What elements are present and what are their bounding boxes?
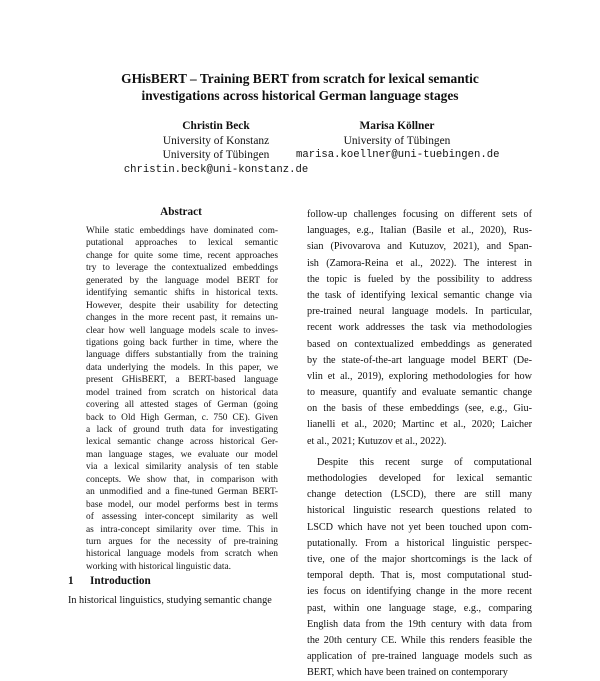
text-line: on the basis of these embeddings (see, e.g., Giu- [307, 403, 532, 415]
text-line: base model, our model performs best in terms [86, 499, 278, 510]
text-line: the task of identifying lexical semantic change via [307, 289, 532, 301]
text-line: lianelli et al., 2020; Martinc et al., 2020; Laicher [307, 419, 532, 431]
text-line: historical linguistic research questions related to [307, 505, 532, 517]
text-line: based on contextualized embeddings as generated [307, 338, 532, 350]
text-line: back to Old High German, c. 750 CE). Given [86, 412, 278, 423]
text-line: et al., 2021; Kutuzov et al., 2022). [307, 435, 447, 447]
text-line: man language stages, we evaluate our model [86, 449, 278, 460]
paragraph [307, 455, 532, 681]
text-line: putationally. From a historical linguistic perspec- [307, 537, 532, 549]
text-line: the topic is fueled by the possibility to address [307, 273, 532, 285]
section-heading [68, 574, 151, 588]
text-line: past, within one language stage, e.g., comparing [307, 602, 532, 614]
text-line: follow-up challenges focusing on different sets of [307, 209, 532, 220]
abstract-body [86, 225, 278, 573]
text-line: lexical semantic change across historical Ger- [86, 437, 278, 448]
text-line: clear how well language models scale to inves- [86, 325, 278, 336]
text-line: tive, one of the major shortcomings is the lack of [307, 553, 532, 565]
text-line: language differs substantially from the training [86, 350, 278, 361]
author-name: Marisa Köllner [359, 120, 435, 132]
text-line: However, despite their usability for detecting [86, 300, 278, 311]
abstract-heading: Abstract [160, 206, 202, 218]
text-line: generated by the language model BERT for [86, 275, 278, 286]
section-number: 1 [68, 575, 74, 587]
text-line: ish (Zamora-Reina et al., 2022). The interest in [307, 257, 532, 269]
text-line: try to leverage the contextualized embeddings [86, 263, 278, 274]
text-line: vlin et al., 2019), exploring methodologies for how [307, 370, 532, 382]
text-line: sian (Pivovarova and Kutuzov, 2021), and Span- [307, 241, 532, 253]
text-line: tigations going back further in time, where the [86, 337, 278, 348]
text-line: Despite this recent surge of computational [317, 456, 532, 468]
text-line: methodologies developed for lexical semantic [307, 473, 532, 484]
text-line: by the state-of-the-art language model BERT (De- [307, 354, 532, 366]
text-line: via a lexical similarity analysis of ten stable [86, 462, 278, 473]
author-affiliation: University of Konstanz [162, 134, 270, 147]
text-line: ies focus on identifying change in the more recent [307, 586, 532, 598]
text-line: recent work addresses the task via methodologies [307, 322, 532, 334]
text-line: historical language models from scratch when [86, 549, 278, 560]
text-line: the 20th century CE. While this renders feasible the [307, 634, 532, 646]
text-line: change detection (LSCD), there are still many [307, 489, 532, 501]
text-line: data underlying the models. In this paper, we [86, 362, 278, 373]
text-line: as intra-concept similarity over time. This in [86, 524, 278, 535]
right-column-body [307, 207, 532, 681]
text-line: present GHisBERT, a BERT-based language [86, 375, 278, 386]
text-line: LSCD which have not yet been touched upon com- [307, 521, 532, 533]
author-block [105, 119, 327, 177]
text-line: English data from the 19th century with data from [307, 618, 532, 630]
text-line: working with historical linguistic data. [86, 561, 232, 572]
title-line: investigations across historical German language stages [141, 88, 459, 103]
text-line: turn argues for the necessity of pre-training [86, 536, 278, 547]
section-first-line: In historical linguistics, studying semantic change [68, 595, 272, 606]
author-affiliation: University of Tübingen [162, 149, 270, 161]
author-block [296, 119, 498, 163]
author-affiliation: University of Tübingen [343, 134, 451, 147]
text-line: change for quite some time, recent approaches [86, 250, 278, 261]
text-line: covering all attested stages of German (going [86, 400, 278, 411]
text-line: identifying semantic shifts in historical texts. [86, 288, 278, 299]
text-line: to measure, quantify and evaluate semantic change [307, 387, 532, 399]
title-line: GHisBERT – Training BERT from scratch for lexical semantic [121, 71, 479, 86]
text-line: While static embeddings have dominated com- [86, 226, 278, 236]
author-email: marisa.koellner@uni-tuebingen.de [296, 149, 500, 161]
text-line: application of pre-trained language models such as [307, 651, 532, 663]
text-line: of assessing inter-concept similarity as well [86, 512, 278, 523]
text-line: changes in the more recent past, it remains un- [86, 313, 278, 324]
author-email: christin.beck@uni-konstanz.de [123, 163, 309, 176]
text-line: concepts. We show that, in comparison with [86, 474, 278, 485]
text-line: an unmodified and a fine-tuned German BERT- [86, 487, 278, 498]
text-line: temporal depth. That is, most computational stud- [307, 570, 532, 582]
text-line: putational approaches to lexical semantic [86, 238, 278, 249]
text-line: pre-trained neural language models. In particular, [307, 306, 532, 318]
text-line: languages, e.g., Italian (Basile et al., 2020), Rus- [307, 225, 532, 237]
section-title: Introduction [90, 575, 151, 587]
text-line: a lack of ground truth data for investigating [86, 425, 278, 435]
paper-title [0, 70, 600, 104]
text-line: model trained from scratch on historical data [86, 387, 278, 398]
author-name: Christin Beck [182, 120, 250, 132]
text-line: BERT, which have been trained on contemporary [307, 667, 508, 679]
